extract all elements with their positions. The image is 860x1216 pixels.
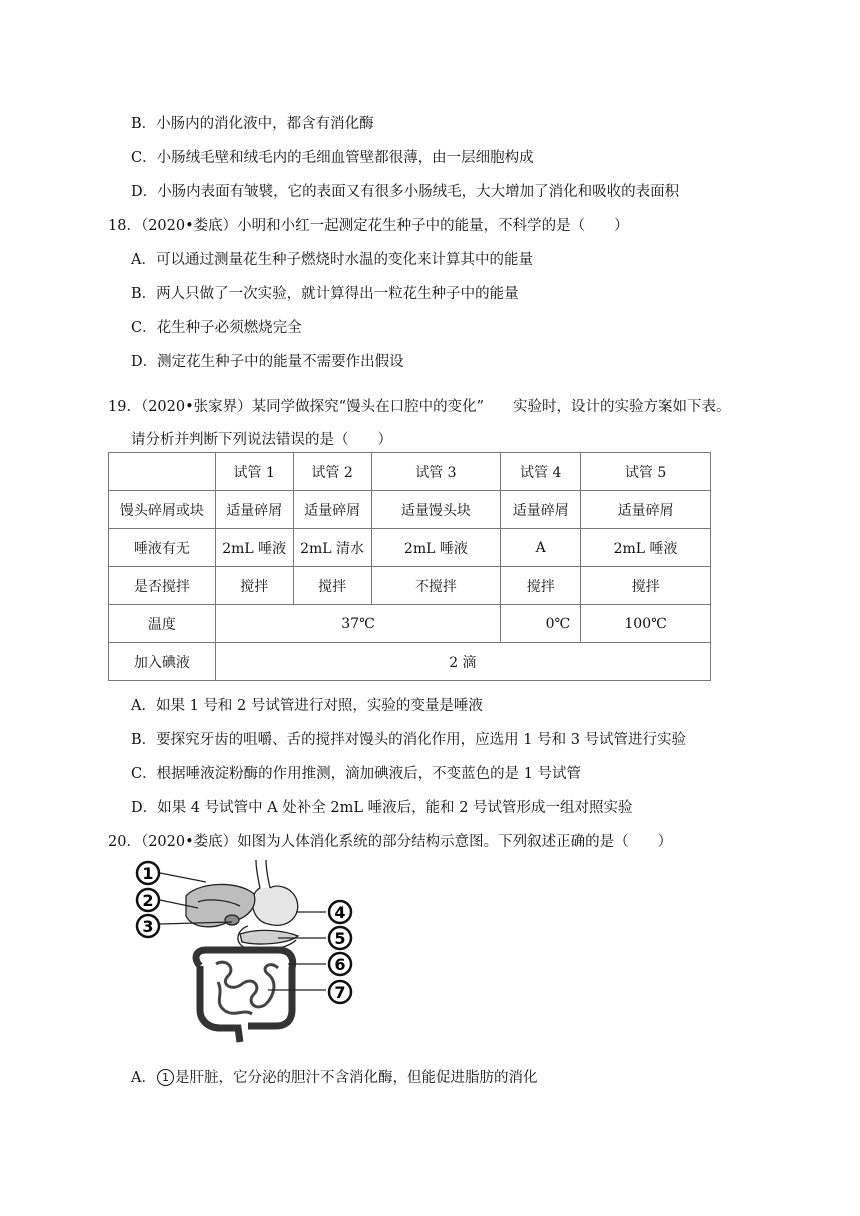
table-cell: 37℃ xyxy=(215,605,501,643)
q17-option-d: D．小肠内表面有皱襞，它的表面又有很多小肠绒毛，大大增加了消化和吸收的表面积 xyxy=(131,184,680,200)
table-row xyxy=(109,567,711,605)
table-cell: 试管 4 xyxy=(501,453,581,491)
table-cell: 馒头碎屑或块 xyxy=(109,491,216,529)
figure-label-6: 6 xyxy=(334,955,346,974)
table-cell: 适量碎屑 xyxy=(501,491,581,529)
q20-option-a-prefix: A． xyxy=(131,1070,156,1086)
circled-number-marker: 1 xyxy=(157,1069,174,1086)
table-cell: 温度 xyxy=(109,605,216,643)
table-cell: 100℃ xyxy=(581,605,711,643)
table-cell: 2mL 唾液 xyxy=(371,529,501,567)
q18-option-a: A．可以通过测量花生种子燃烧时水温的变化来计算其中的能量 xyxy=(131,252,533,268)
table-cell: 适量碎屑 xyxy=(215,491,293,529)
digestive-system-diagram xyxy=(128,860,368,1050)
table-cell: 2mL 清水 xyxy=(293,529,371,567)
figure-label-3: 3 xyxy=(142,917,154,936)
table-header-row xyxy=(109,453,711,491)
table-cell: 适量碎屑 xyxy=(293,491,371,529)
table-cell xyxy=(109,453,216,491)
table-cell: 2 滴 xyxy=(215,643,710,681)
q19-stem-continued: 请分析并判断下列说法错误的是（ ） xyxy=(131,432,392,448)
table-cell: 适量碎屑 xyxy=(581,491,711,529)
table-cell: 搅拌 xyxy=(581,567,711,605)
q20-option-a-text: 是肝脏，它分泌的胆汁不含消化酶，但能促进脂肪的消化 xyxy=(174,1070,538,1086)
figure-label-4: 4 xyxy=(334,903,346,922)
q19-option-d: D．如果 4 号试管中 A 处补全 2mL 唾液后，能和 2 号试管形成一组对照实验 xyxy=(131,800,633,816)
q19-option-a: A．如果 1 号和 2 号试管进行对照，实验的变量是唾液 xyxy=(131,698,483,714)
table-cell: 加入碘液 xyxy=(109,643,216,681)
table-cell: 是否搅拌 xyxy=(109,567,216,605)
table-row xyxy=(109,605,711,643)
table-row xyxy=(109,529,711,567)
table-cell: 搅拌 xyxy=(501,567,581,605)
q20-stem: 20．（2020•娄底）如图为人体消化系统的部分结构示意图。下列叙述正确的是（ ） xyxy=(108,834,673,850)
table-cell: 试管 5 xyxy=(581,453,711,491)
table-cell: 试管 2 xyxy=(293,453,371,491)
figure-label-7: 7 xyxy=(334,983,346,1002)
figure-label-5: 5 xyxy=(334,929,346,948)
q19-stem: 19．（2020•张家界）某同学做探究“馒头在口腔中的变化” 实验时，设计的实验方案如下表。 xyxy=(108,399,731,415)
q18-option-c: C．花生种子必须燃烧完全 xyxy=(131,320,302,336)
table-cell: 试管 3 xyxy=(371,453,501,491)
table-cell: 0℃ xyxy=(501,605,581,643)
table-row xyxy=(109,491,711,529)
figure-label-2: 2 xyxy=(142,891,154,910)
experiment-table xyxy=(108,452,711,681)
q19-option-c: C．根据唾液淀粉酶的作用推测，滴加碘液后，不变蓝色的是 1 号试管 xyxy=(131,766,582,782)
q18-option-b: B．两人只做了一次实验，就计算得出一粒花生种子中的能量 xyxy=(131,286,519,302)
table-cell: 搅拌 xyxy=(215,567,293,605)
q18-option-d: D．测定花生种子中的能量不需要作出假设 xyxy=(131,354,404,370)
table-cell: 搅拌 xyxy=(293,567,371,605)
table-cell: A xyxy=(501,529,581,567)
figure-label-1: 1 xyxy=(142,864,154,883)
table-cell: 唾液有无 xyxy=(109,529,216,567)
q17-option-c: C．小肠绒毛壁和绒毛内的毛细血管壁都很薄，由一层细胞构成 xyxy=(131,150,534,166)
table-cell: 2mL 唾液 xyxy=(215,529,293,567)
q18-stem: 18．（2020•娄底）小明和小红一起测定花生种子中的能量，不科学的是（ ） xyxy=(108,218,629,234)
table-cell: 试管 1 xyxy=(215,453,293,491)
q20-option-a xyxy=(131,1066,537,1087)
table-cell: 2mL 唾液 xyxy=(581,529,711,567)
q17-option-b: B．小肠内的消化液中，都含有消化酶 xyxy=(131,116,374,132)
table-cell: 适量馒头块 xyxy=(371,491,501,529)
q19-option-b: B．要探究牙齿的咀嚼、舌的搅拌对馒头的消化作用，应选用 1 号和 3 号试管进行实验 xyxy=(131,732,687,748)
table-cell: 不搅拌 xyxy=(371,567,501,605)
table-row xyxy=(109,643,711,681)
